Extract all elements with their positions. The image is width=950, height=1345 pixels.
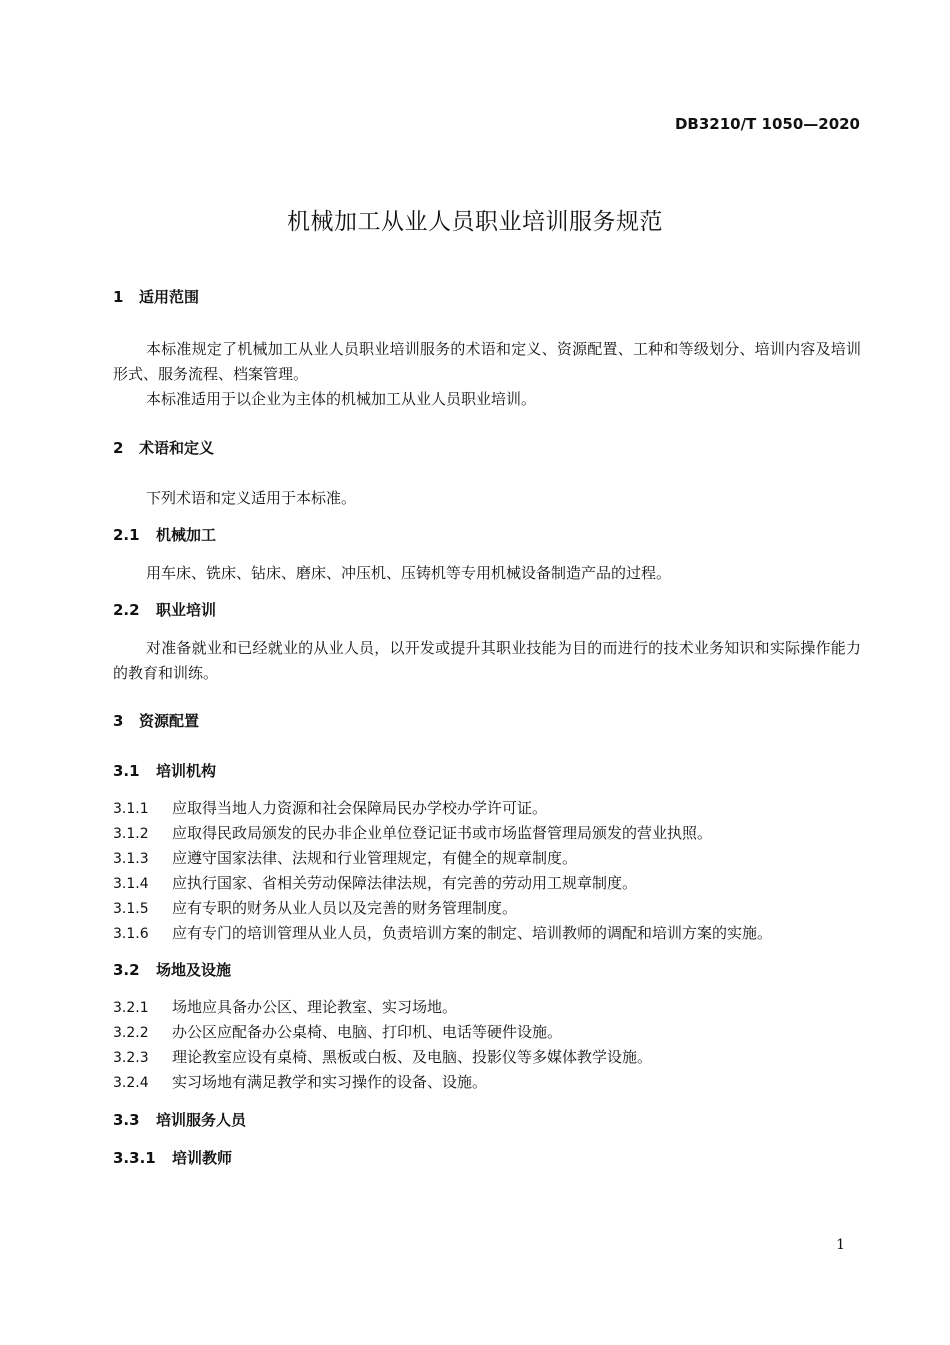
clause-item bbox=[113, 1025, 562, 1040]
clause-number: 3.2.2 bbox=[113, 1025, 149, 1041]
clause-text: 应执行国家、省相关劳动保障法律法规，有完善的劳动用工规章制度。 bbox=[172, 874, 638, 892]
subsection-number: 2.2 bbox=[113, 601, 140, 619]
clause-item bbox=[113, 926, 772, 941]
section-heading-3 bbox=[113, 714, 199, 729]
section-number: 2 bbox=[113, 439, 124, 457]
clause-text: 应遵守国家法律、法规和行业管理规定，有健全的规章制度。 bbox=[172, 849, 578, 867]
subsection-title: 机械加工 bbox=[156, 526, 217, 544]
subsection-heading-3-1 bbox=[113, 764, 216, 779]
clause-text: 场地应具备办公区、理论教室、实习场地。 bbox=[172, 998, 458, 1016]
subsection-number: 3.1 bbox=[113, 762, 140, 780]
subsection-number: 3.3 bbox=[113, 1111, 140, 1129]
clause-text: 应取得当地人力资源和社会保障局民办学校办学许可证。 bbox=[172, 799, 548, 817]
paragraph-terms-intro: 下列术语和定义适用于本标准。 bbox=[146, 489, 357, 507]
subsection-heading-3-3 bbox=[113, 1113, 246, 1128]
paragraph-scope-1: 本标准规定了机械加工从业人员职业培训服务的术语和定义、资源配置、工种和等级划分、培训内容及培训形式、服务流程、档案管理。 bbox=[113, 340, 861, 383]
clause-number: 3.1.2 bbox=[113, 826, 149, 842]
subsection-number: 3.3.1 bbox=[113, 1149, 156, 1167]
clause-text: 应取得民政局颁发的民办非企业单位登记证书或市场监督管理局颁发的营业执照。 bbox=[172, 824, 713, 842]
subsection-title: 培训服务人员 bbox=[156, 1111, 247, 1129]
clause-item bbox=[113, 901, 517, 916]
clause-text: 办公区应配备办公桌椅、电脑、打印机、电话等硬件设施。 bbox=[172, 1023, 563, 1041]
paragraph-scope-2: 本标准适用于以企业为主体的机械加工从业人员职业培训。 bbox=[146, 390, 537, 408]
paragraph-definition-2-1: 用车床、铣床、钻床、磨床、冲压机、压铸机等专用机械设备制造产品的过程。 bbox=[146, 564, 672, 582]
subsection-heading-3-3-1 bbox=[113, 1151, 232, 1166]
clause-number: 3.2.1 bbox=[113, 1000, 149, 1016]
clause-number: 3.1.3 bbox=[113, 851, 149, 867]
clause-text: 应有专职的财务从业人员以及完善的财务管理制度。 bbox=[172, 899, 518, 917]
clause-item bbox=[113, 851, 577, 866]
clause-item bbox=[113, 1050, 652, 1065]
clause-item bbox=[113, 801, 547, 816]
section-title: 资源配置 bbox=[139, 712, 200, 730]
clause-number: 3.1.6 bbox=[113, 926, 149, 942]
subsection-heading-2-2 bbox=[113, 603, 216, 618]
section-number: 1 bbox=[113, 288, 124, 306]
section-title: 适用范围 bbox=[139, 288, 200, 306]
clause-text: 理论教室应设有桌椅、黑板或白板、及电脑、投影仪等多媒体教学设施。 bbox=[172, 1048, 653, 1066]
section-title: 术语和定义 bbox=[139, 439, 215, 457]
section-number: 3 bbox=[113, 712, 124, 730]
clause-number: 3.1.1 bbox=[113, 801, 149, 817]
subsection-heading-3-2 bbox=[113, 963, 231, 978]
subsection-heading-2-1 bbox=[113, 528, 216, 543]
clause-number: 3.1.5 bbox=[113, 901, 149, 917]
page-title: 机械加工从业人员职业培训服务规范 bbox=[287, 209, 663, 235]
subsection-title: 培训教师 bbox=[172, 1149, 233, 1167]
clause-item bbox=[113, 826, 712, 841]
document-number: DB3210/T 1050—2020 bbox=[674, 115, 860, 133]
subsection-title: 场地及设施 bbox=[156, 961, 232, 979]
page-number: 1 bbox=[836, 1237, 845, 1253]
subsection-number: 2.1 bbox=[113, 526, 140, 544]
subsection-title: 职业培训 bbox=[156, 601, 217, 619]
clause-item bbox=[113, 1000, 457, 1015]
clause-text: 实习场地有满足教学和实习操作的设备、设施。 bbox=[172, 1073, 488, 1091]
clause-text: 应有专门的培训管理从业人员，负责培训方案的制定、培训教师的调配和培训方案的实施。 bbox=[172, 924, 773, 942]
subsection-title: 培训机构 bbox=[156, 762, 217, 780]
subsection-number: 3.2 bbox=[113, 961, 140, 979]
clause-number: 3.2.4 bbox=[113, 1075, 149, 1091]
paragraph-definition-2-2: 对准备就业和已经就业的从业人员，以开发或提升其职业技能为目的而进行的技术业务知识和实际操作能力的教育和训练。 bbox=[113, 639, 861, 682]
clause-number: 3.1.4 bbox=[113, 876, 149, 892]
section-heading-1 bbox=[113, 290, 199, 305]
clause-item bbox=[113, 1075, 487, 1090]
clause-number: 3.2.3 bbox=[113, 1050, 149, 1066]
clause-item bbox=[113, 876, 637, 891]
section-heading-2 bbox=[113, 441, 214, 456]
